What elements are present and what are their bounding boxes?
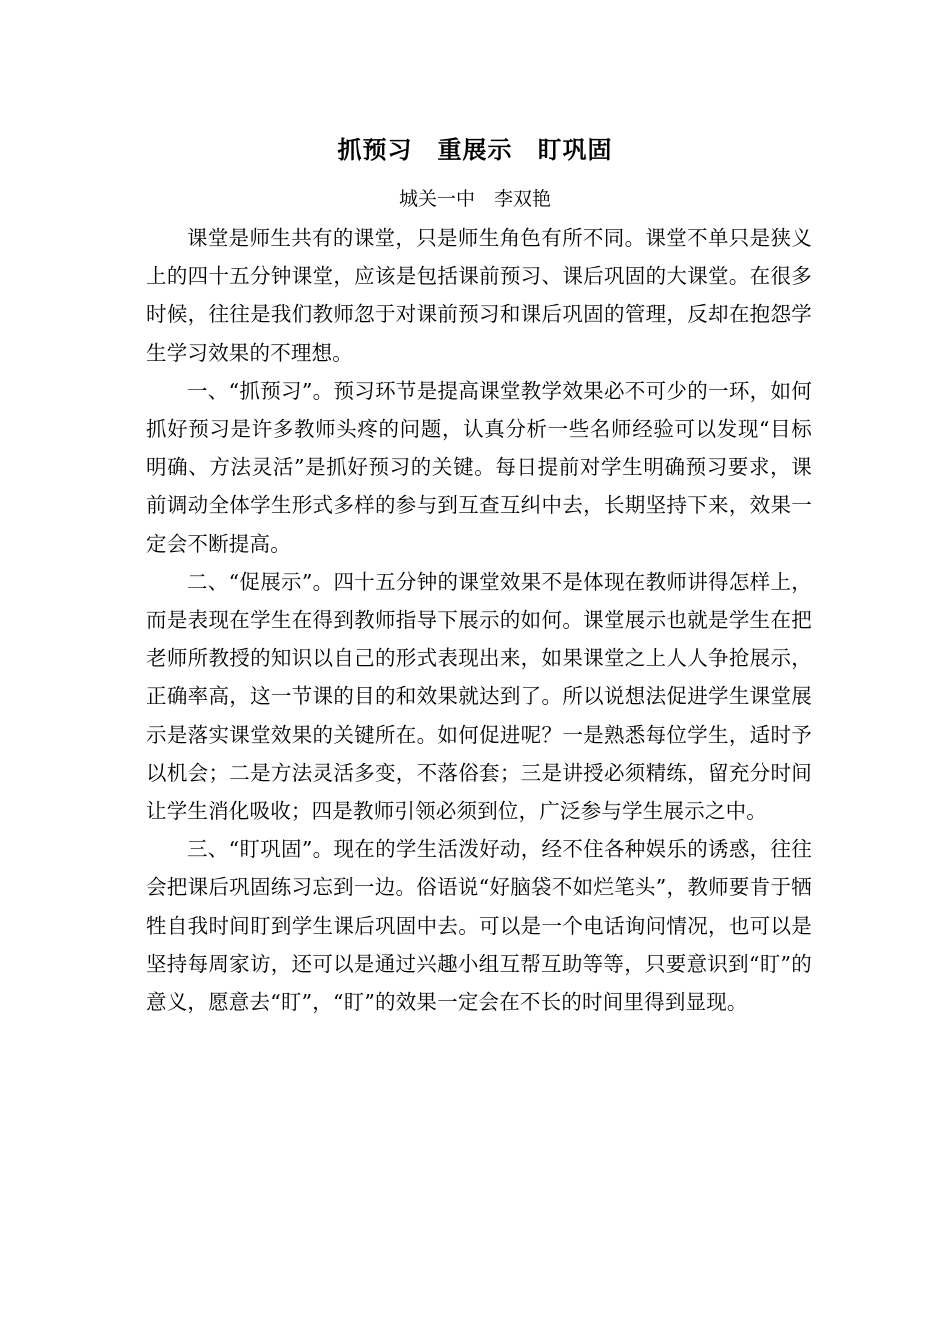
document-title: 抓预习 重展示 盯巩固 [337, 135, 613, 164]
paragraph-intro: 课堂是师生共有的课堂，只是师生角色有所不同。课堂不单只是狭义上的四十五分钟课堂，应该是包括课前预习、课后巩固的大课堂。在很多时候，往往是我们教师忽于对课前预习和课后巩固的管理，反却在抱怨学生学习效果的不理想。 [146, 226, 812, 365]
paragraph-display: 二、“促展示”。四十五分钟的课堂效果不是体现在教师讲得怎样上，而是表现在学生在得到教师指导下展示的如何。课堂展示也就是学生在把老师所教授的知识以自己的形式表现出来，如果课堂之上人人争抢展示，正确率高，这一节课的目的和效果就达到了。所以说想法促进学生课堂展示是落实课堂效果的关键所在。如何促进呢？一是熟悉每位学生，适时予以机会；二是方法灵活多变，不落俗套；三是讲授必须精练，留充分时间让学生消化吸收；四是教师引领必须到位，广泛参与学生展示之中。 [146, 569, 812, 824]
paragraph-preview: 一、“抓预习”。预习环节是提高课堂教学效果必不可少的一环，如何抓好预习是许多教师头疼的问题，认真分析一些名师经验可以发现“目标明确、方法灵活”是抓好预习的关键。每日提前对学生明确预习要求，课前调动全体学生形式多样的参与到互查互纠中去，长期坚持下来，效果一定会不断提高。 [146, 378, 812, 556]
document-author: 城关一中 李双艳 [398, 188, 551, 210]
paragraph-consolidate: 三、“盯巩固”。现在的学生活泼好动，经不住各种娱乐的诱惑，往往会把课后巩固练习忘到一边。俗语说“好脑袋不如烂笔头”，教师要肯于牺牲自我时间盯到学生课后巩固中去。可以是一个电话询问情况，也可以是坚持每周家访，还可以是通过兴趣小组互帮互助等等，只要意识到“盯”的意义，愿意去“盯”，“盯”的效果一定会在不长的时间里得到显现。 [146, 837, 812, 1015]
document-body [146, 219, 812, 1021]
